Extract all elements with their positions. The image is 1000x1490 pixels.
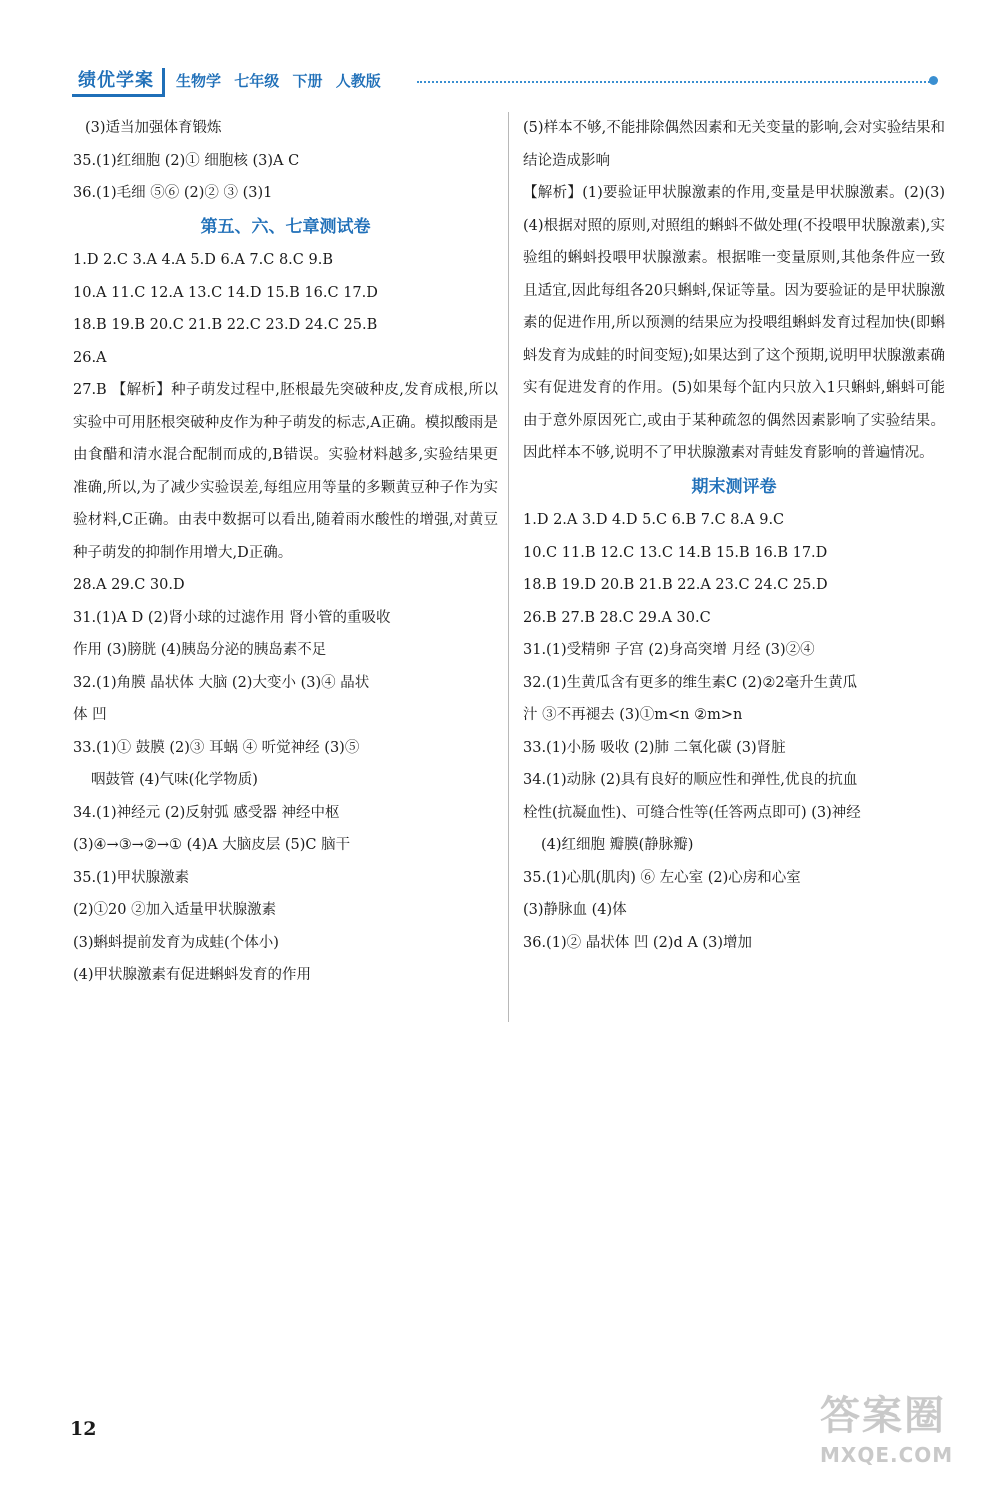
answer-line: 28.A 29.C 30.D [73,577,185,593]
section-title: 期末测评卷 [691,476,777,497]
explanation-paragraph: 【解析】(1)要验证甲状腺激素的作用,变量是甲状腺激素。(2)(3)(4)根据对照的原则,对照组的蝌蚪不做处理(不投喂甲状腺激素),实验组的蝌蚪投喂甲状腺激素。根据唯一变量原则,其他条件应一致且适宜,因此每组各20只蝌蚪,保证等量。因为要验证的是甲状腺激素的促进作用,所以预测的结果应为投喂组蝌蚪发育过程加快(即蝌蚪发育为成蛙的时间变短);如果达到了这个预期,说明甲状腺激素确实有促进发育的作用。(5)如果每个缸内只放入1只蝌蚪,蝌蚪可能由于意外原因死亡,或由于某种疏忽的偶然因素影响了实验结果。因此样本不够,说明不了甲状腺激素对青蛙发育影响的普遍情况。 [523,185,945,461]
answer-line: 32.(1)角膜 晶状体 大脑 (2)大变小 (3)④ 晶状 [73,674,370,691]
answer-line: 36.(1)毛细 ⑤⑥ (2)② ③ (3)1 [73,185,273,201]
book-volume: 下册 [292,72,323,90]
header-rule-dot [929,76,938,85]
answer-line: (3)④→③→②→① (4)A 大脑皮层 (5)C 脑干 [73,837,351,853]
answer-row: 10.A 11.C 12.A 13.C 14.D 15.B 16.C 17.D [73,284,378,301]
answer-row: 1.D 2.C 3.A 4.A 5.D 6.A 7.C 8.C 9.B [73,252,333,268]
answer-row: 18.B 19.B 20.C 21.B 22.C 23.D 24.C 25.B [73,317,378,333]
page-header [72,66,952,100]
answer-row: 1.D 2.A 3.D 4.D 5.C 6.B 7.C 8.A 9.C [523,512,785,528]
answer-line: 咽鼓管 (4)气味(化学物质) [91,772,258,788]
answer-line: 32.(1)生黄瓜含有更多的维生素C (2)②2毫升生黄瓜 [523,674,858,691]
section-title: 第五、六、七章测试卷 [200,216,371,237]
header-dotted-rule [417,81,937,83]
answer-line: (4)甲状腺激素有促进蝌蚪发育的作用 [73,967,312,983]
answer-line: (4)红细胞 瓣膜(静脉瓣) [541,837,694,853]
answer-line: 35.(1)甲状腺激素 [73,869,190,886]
answer-line: 35.(1)红细胞 (2)① 细胞核 (3)A C [73,152,300,169]
answer-line: 34.(1)动脉 (2)具有良好的顺应性和弹性,优良的抗血 [523,772,858,788]
answer-row: 26.A [73,349,107,366]
answer-line: 36.(1)② 晶状体 凹 (2)d A (3)增加 [523,934,752,951]
book-edition: 人教版 [335,72,381,90]
watermark-logo [820,1390,980,1480]
explanation-paragraph: 27.B 【解析】种子萌发过程中,胚根最先突破种皮,发育成根,所以实验中可用胚根突破种皮作为种子萌发的标志,A正确。模拟酸雨是由食醋和清水混合配制而成的,B错误。实验材料越多,实验结果更准确,所以,为了减少实验误差,每组应用等量的多颗黄豆种子作为实验材料,C正确。由表中数据可以看出,随着雨水酸性的增强,对黄豆种子萌发的抑制作用增大,D正确。 [73,382,498,561]
answer-line: 33.(1)① 鼓膜 (2)③ 耳蜗 ④ 听觉神经 (3)⑤ [73,739,360,756]
book-grade: 七年级 [234,72,280,90]
answer-line: (2)①20 ②加入适量甲状腺激素 [73,902,277,918]
answer-row: 26.B 27.B 28.C 29.A 30.C [523,609,711,626]
watermark-text: 答案圈 [820,1393,946,1439]
left-column [73,112,498,992]
answer-line: 体 凹 [73,707,107,723]
watermark-url: MXQE.COM [820,1443,954,1467]
page-number: 12 [70,1418,97,1440]
answer-line: 33.(1)小肠 吸收 (2)肺 二氧化碳 (3)肾脏 [523,739,786,756]
answer-line: (3)适当加强体育锻炼 [85,120,222,136]
answer-row: 10.C 11.B 12.C 13.C 14.B 15.B 16.B 17.D [523,544,828,561]
book-info [176,70,389,92]
answer-paragraph: (5)样本不够,不能排除偶然因素和无关变量的影响,会对实验结果和结论造成影响 [523,120,945,169]
answer-line: 31.(1)受精卵 子宫 (2)身高突增 月经 (3)②④ [523,642,815,658]
answer-line: (3)静脉血 (4)体 [523,902,627,918]
answer-row: 18.B 19.D 20.B 21.B 22.A 23.C 24.C 25.D [523,577,828,593]
answer-line: 34.(1)神经元 (2)反射弧 感受器 神经中枢 [73,804,340,821]
answer-line: 35.(1)心肌(肌肉) ⑥ 左心室 (2)心房和心室 [523,869,801,886]
brand-logo: 绩优学案 [72,68,165,97]
answer-line: 作用 (3)膀胱 (4)胰岛分泌的胰岛素不足 [73,642,327,658]
book-subject: 生物学 [176,72,222,90]
answer-line: 栓性(抗凝血性)、可缝合性等(任答两点即可) (3)神经 [523,804,861,821]
answer-line: 汁 ③不再褪去 (3)①m<n ②m>n [523,707,743,723]
column-divider [508,112,509,1022]
right-column [523,112,945,959]
answer-line: (3)蝌蚪提前发育为成蛙(个体小) [73,934,279,951]
answer-line: 31.(1)A D (2)肾小球的过滤作用 肾小管的重吸收 [73,609,391,626]
